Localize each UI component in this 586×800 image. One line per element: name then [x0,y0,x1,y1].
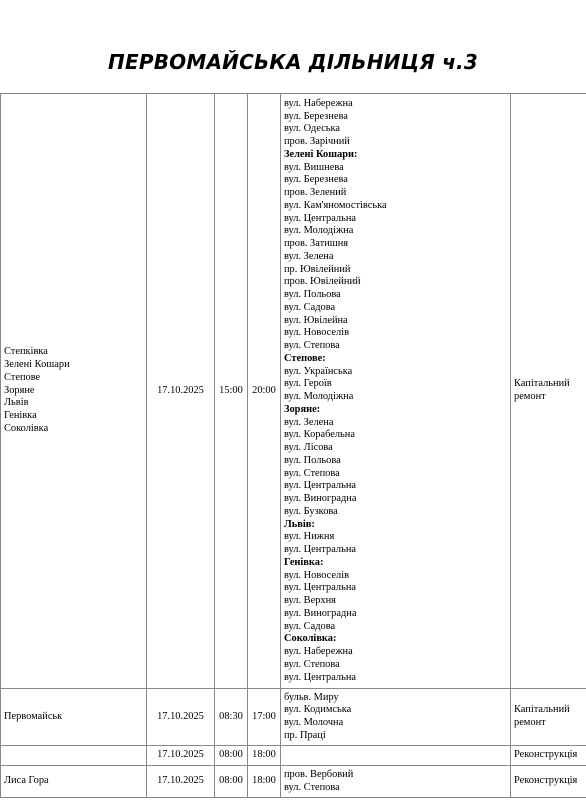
locality-heading: Зоряне: [284,403,321,415]
start-time-cell: 15:00 [215,94,248,689]
date-cell: 17.10.2025 [147,766,215,798]
street-name: пр. Праці [284,729,326,741]
settlements-cell [1,766,147,798]
street-name: вул. Центральна [284,480,357,492]
locality-heading: Львів: [284,518,315,530]
table-row [1,746,586,766]
street-name: бульв. Миру [284,691,339,703]
street-name: вул. Центральна [284,212,357,224]
street-name: вул. Нижня [284,531,335,543]
street-name: вул. Бузкова [284,505,338,517]
streets-cell [281,689,511,746]
street-name: вул. Центральна [284,582,357,594]
street-name: вул. Степова [284,340,340,351]
end-time-cell: 18:00 [248,766,281,798]
street-name: вул. Березнева [284,110,348,122]
start-time-cell: 08:30 [215,689,248,746]
street-name: вул. Молочна [284,717,344,728]
street-name: вул. Центральна [284,671,357,683]
settlement-name: Зелені Кошари [4,359,70,371]
street-name: пров. Вербовий [284,768,354,780]
end-time-cell: 17:00 [248,689,281,746]
end-time-cell: 18:00 [248,746,281,766]
street-name: вул. Верхня [284,595,336,606]
work-type-cell: Капітальний ремонт [511,94,586,689]
street-name: вул. Одеська [284,123,341,135]
settlements-cell [1,746,147,766]
locality-heading: Соколівка: [284,633,337,645]
start-time-cell: 08:00 [215,746,248,766]
street-name: вул. Зелена [284,416,334,428]
street-name: вул. Зелена [284,250,334,262]
street-name: пров. Зелений [284,187,347,198]
street-name: вул. Кам'яномостівська [284,199,387,211]
work-type-cell: Капітальний ремонт [511,689,586,746]
locality-heading: Степове: [284,352,326,364]
street-name: вул. Корабельна [284,429,355,441]
street-name: вул. Виноградна [284,493,357,504]
street-name: вул. Центральна [284,544,357,555]
street-name: вул. Березнева [284,174,348,186]
street-name: вул. Набережна [284,97,353,109]
street-name: вул. Виноградна [284,607,357,619]
street-name: пр. Ювілейний [284,263,351,275]
settlements-cell [1,689,147,746]
street-name: вул. Героїв [284,378,332,390]
page-title: ПЕРВОМАЙСЬКА ДІЛЬНИЦЯ ч.3 [108,50,478,74]
table-row [1,689,586,746]
street-name: вул. Польова [284,289,341,300]
settlements-cell [1,94,147,689]
streets-cell [281,746,511,766]
date-cell: 17.10.2025 [147,746,215,766]
street-name: вул. Вишнева [284,161,344,173]
street-name: вул. Степова [284,781,340,793]
settlement-name: Первомайськ [4,710,63,722]
end-time-cell: 20:00 [248,94,281,689]
settlement-name: Львів [4,397,29,409]
settlement-name: Степківка [4,346,48,358]
start-time-cell: 08:00 [215,766,248,798]
street-name: вул. Степова [284,467,340,479]
street-name: пров. Затишня [284,238,349,249]
date-cell: 17.10.2025 [147,689,215,746]
outage-schedule-table [0,93,586,798]
locality-heading: Зелені Кошари: [284,148,358,160]
street-name: вул. Ювілейна [284,314,348,326]
settlement-name: Генівка [4,410,37,422]
street-name: пров. Ювілейний [284,276,361,288]
streets-cell [281,766,511,798]
settlement-name: Соколівка [4,422,49,434]
work-type-cell: Реконструкція [511,746,586,766]
street-name: вул. Новоселів [284,327,349,339]
street-name: вул. Кодимська [284,704,352,716]
street-name: вул. Садова [284,620,336,632]
street-name: вул. Українська [284,365,353,377]
street-name: вул. Новоселів [284,569,349,581]
street-name: вул. Молодіжна [284,225,354,237]
street-name: вул. Набережна [284,646,353,657]
table-row [1,94,586,689]
street-name: вул. Польова [284,454,341,466]
street-name: вул. Садова [284,301,336,313]
street-name: вул. Степова [284,658,340,670]
table-row [1,766,586,798]
street-name: вул. Молодіжна [284,391,354,402]
settlement-name: Зоряне [4,384,35,396]
settlement-name: Степове [4,371,41,383]
locality-heading: Генівка: [284,556,324,568]
settlement-name: Лиса Гора [4,775,49,787]
street-name: вул. Лісова [284,442,333,453]
streets-cell [281,94,511,689]
work-type-cell: Реконструкція [511,766,586,798]
street-name: пров. Зарічний [284,136,350,147]
schedule-body [1,94,586,798]
date-cell: 17.10.2025 [147,94,215,689]
